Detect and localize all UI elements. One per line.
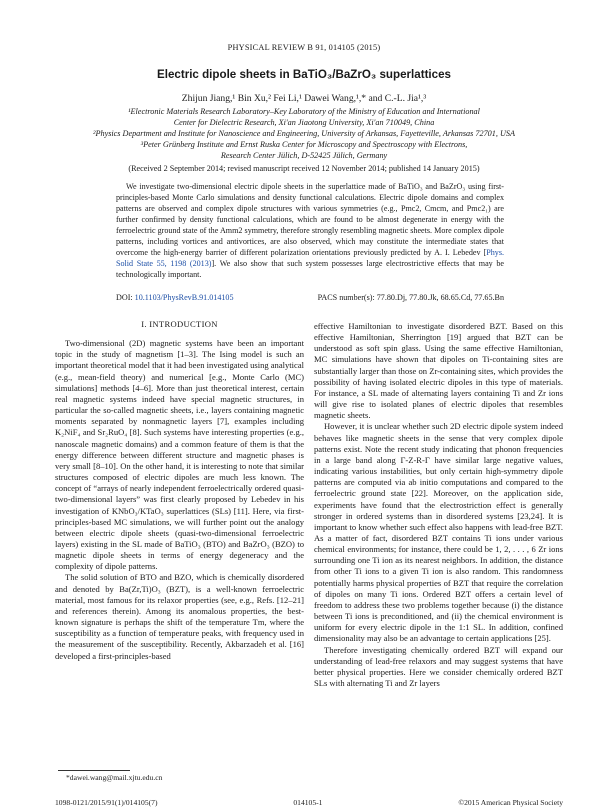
footer-copyright: ©2015 American Physical Society	[458, 798, 563, 807]
doi-label: DOI:	[116, 293, 135, 302]
affiliation-3b: Research Center Jülich, D-52425 Jülich, Germany	[220, 151, 388, 160]
footer-page-number: 014105-1	[293, 798, 323, 807]
doi	[116, 293, 234, 302]
footnote-rule	[58, 770, 130, 771]
intro-paragraph-2-cont: effective Hamiltonian to investigate disordered BZT. Based on this effective Hamiltonian, Sherrington [19] argued that BZT can be understood as soft spin glass. Using the same effective Hamiltonian, MC simulations have shown that dipoles on Ti-containing sites are substantially larger than those on Zr-containing sites, which provides the possibility of having isolated electric dipoles in this type of materials. For instance, a SL made of alternating layers containing Ti and Zr ions will give rise to isolated planes of electric dipoles that resembles magnetic sheets.	[314, 321, 563, 421]
footnote-email[interactable]: *dawei.wang@mail.xjtu.edu.cn	[66, 773, 163, 782]
intro-paragraph-2: The solid solution of BTO and BZO, which is chemically disordered and denoted by Ba(Zr,Ti)O₃ (BZT), is a well-known ferroelectric material, most famous for its relaxor properties (see, e.g., Refs. [12–21] and references therein). Among its anomalous properties, the best-known signature is perhaps the shift of the temperature Tm, where the susceptibility as a function of temperature peaks, with frequency used in the measurement of the susceptibility. Recently, Akbarzadeh et al. [16] developed a first-principles-based	[55, 572, 304, 661]
abstract-citation-link[interactable]: Phys. Solid State 55, 1198 (2013)	[116, 248, 504, 269]
author-list: Zhijun Jiang,¹ Bin Xu,² Fei Li,¹ Dawei Wang,¹,* and C.-L. Jia¹,³	[181, 93, 427, 104]
left-column	[55, 319, 304, 662]
paper-title: Electric dipole sheets in BaTiO₃/BaZrO₃ superlattices	[156, 68, 451, 81]
footer-issn: 1098-0121/2015/91(1)/014105(7)	[55, 798, 158, 807]
page-footer	[55, 798, 563, 807]
right-column	[314, 321, 563, 689]
intro-paragraph-3: However, it is unclear whether such 2D electric dipole system indeed behaves like magnetic sheets in the sense that very complex dipole patterns exist. Note the recent study indicating that phonon frequencies in a large band along Γ-Z-R-Γ have similar large negative values, indicating various instabilities, but only certain high-symmetry dipole patterns are computed via ab initio computations and compared to the ferroelectric ground state [22]. Moreover, on the application side, experiments have found that the electrostriction effect is generally stronger in ordered systems than in disordered systems [23,24]. It is important to know whether such effect also happens with lead-free BZT. As a matter of fact, disordered BZT contains Ti ions under various chemical environments; for instance, there could be 1, 2, . . . , 6 Zr ions surrounding one Ti ion as its nearest neighbors. In addition, the distance from other Ti ions to a given Ti ion is also random. This randomness potentially harms physical properties of BZT that require the correlation of dipoles on many Ti ions. Ordered BZT offers a certain level of freedom to address these two problems together because (i) the distance between Ti ions is preconditioned, and (ii) the chemical environment is uniform for every electric dipole in the 1:1 SL. In addition, confined dimensionality may also be an advantage to certain applications [25].	[314, 421, 563, 644]
doi-pacs-row	[116, 293, 504, 302]
pacs-numbers: PACS number(s): 77.80.Dj, 77.80.Jk, 68.65.Cd, 77.65.Bn	[317, 293, 504, 302]
abstract	[116, 181, 504, 280]
affiliation-2: ²Physics Department and Institute for Nanoscience and Engineering, University of Arkansas, Fayetteville, Arkansas 72701, USA	[93, 129, 515, 138]
intro-paragraph-4: Therefore investigating chemically ordered BZT will expand our understanding of lead-free relaxors and may suggest systems that have better physical properties. Here we consider chemically ordered BZT SLs with alternating Ti and Zr layers	[314, 644, 563, 688]
abstract-text-1: We investigate two-dimensional electric dipole sheets in the superlattice made of BaTiO₃ and BaZrO₃ using first-principles-based Monte Carlo simulations and density functional calculations. Electric dipole domains and complex patterns are observed and complex dipole structures with various symmetries (e.g., Pmc2, Cmcm, and Pmc2₁) are further confirmed by density functional calculations, which are found to be almost degenerate in energy with the ferroelectric ground state of the Amm2 symmetry, therefore strongly resembling magnetic sheets. More complex dipole patterns, including vortices and antivortices, are also observed, which may constitute the intermediate states that overcome the high-energy barrier of different polarization orientations previously predicted by A. I. Lebedev [	[116, 182, 504, 258]
intro-paragraph-1: Two-dimensional (2D) magnetic systems have been an important topic in the study of magnetism [1–3]. The Ising model is such an important theoretical model that it had been investigated using analytical (e.g., mean-field theory) and numerical [e.g., Monte Carlo (MC) simulations] methods [4–6]. More than just theoretical interest, certain real magnetic systems indeed have special magnetic structures, in particular the so-called magnetic sheets, i.e., layers containing magnetic moments separated by nonmagnetic layers [7], examples including K₂NiF₄ and Sr₂RuO₄ [8]. Such systems have interesting properties (e.g., nanoscale magnetic domains) and a common feature of them is that the energy difference between different structure and magnetic phases is very small [8–10]. On the other hand, it is interesting to note that similar structures composed of electric dipoles are much less known. The concept of “arrays of nearly independent ferroelectrically ordered quasi-two-dimensional layers” was first clearly proposed by Lebedev in his investigation of KNbO₃/KTaO₃ superlattices (SLs) [11]. Here, via first-principles-based MC simulations, we will further point out the analogy between electric dipole sheets (quasi-two-dimensional ferroelectric layers) existing in the SL made of BaTiO₃ (BTO) and BaZrO₃ (BZO) to magnetic dipole sheets in terms of energy degeneracy and the complexity of dipole patterns.	[55, 338, 304, 572]
running-head: PHYSICAL REVIEW B 91, 014105 (2015)	[227, 43, 381, 52]
doi-link[interactable]: 10.1103/PhysRevB.91.014105	[134, 293, 234, 302]
affiliation-3a: ³Peter Grünberg Institute and Ernst Ruska Center for Microscopy and Spectroscopy with Electrons,	[140, 140, 468, 149]
affiliation-1b: Center for Dielectric Research, Xi'an Jiaotong University, Xi'an 710049, China	[173, 118, 435, 127]
affiliation-1a: ¹Electronic Materials Research Laboratory–Key Laboratory of the Ministry of Education and International	[128, 107, 480, 116]
section-heading: I. INTRODUCTION	[141, 319, 218, 329]
received-dates: (Received 2 September 2014; revised manuscript received 12 November 2014; published 14 January 2015)	[128, 164, 480, 173]
abstract-text-2: ]. We also show that such system possesses large electrostrictive effects that may be technologically important.	[116, 259, 504, 280]
